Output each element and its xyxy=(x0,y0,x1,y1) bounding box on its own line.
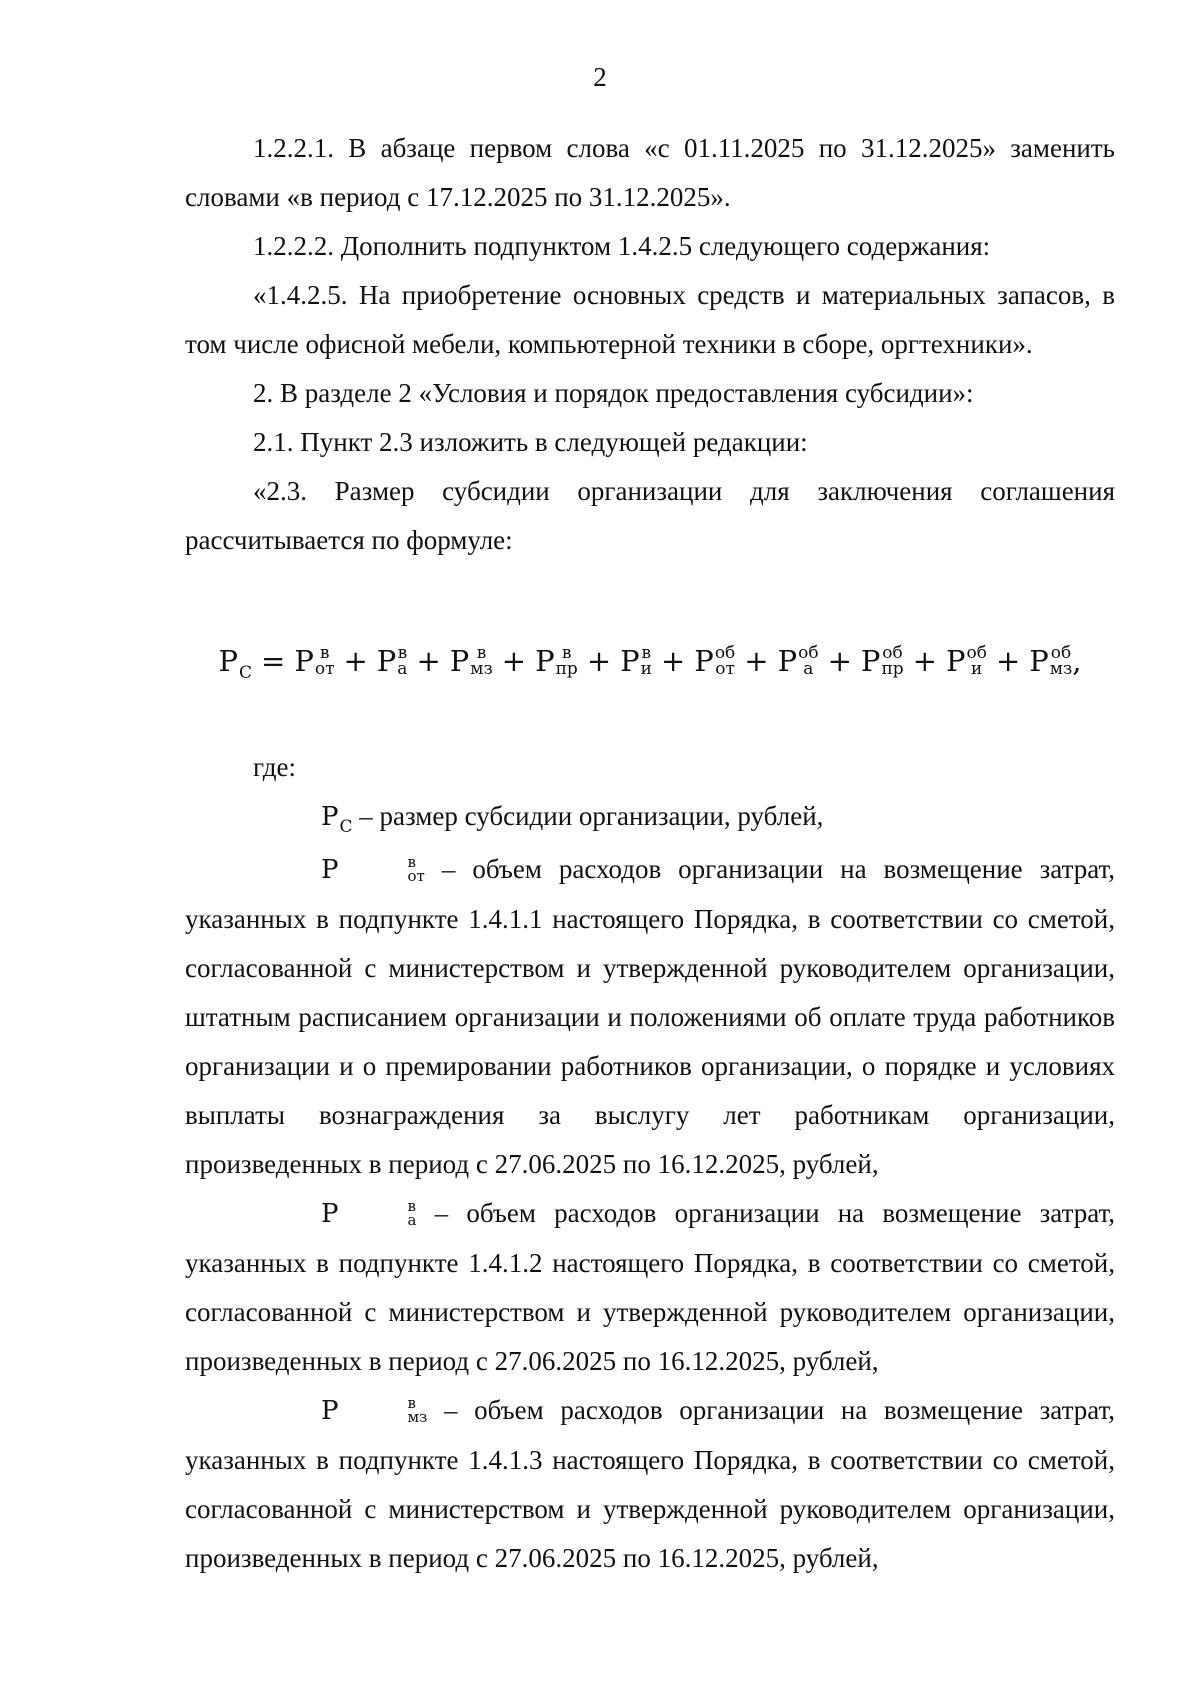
document-body xyxy=(185,124,1115,1583)
formula-plus: + xyxy=(660,644,686,678)
formula-variable: P в мз xyxy=(321,1394,428,1426)
paragraph-1-2-2-2: 1.2.2.2. Дополнить подпунктом 1.4.2.5 следующего содержания: xyxy=(253,231,991,261)
paragraph-2-1: 2.1. Пункт 2.3 изложить в следующей редакции: xyxy=(253,427,808,457)
variable-definition: P в а – объем расходов организации на возмещение затрат, указанных в подпункте 1.4.1.2 настоящего Порядка, в соответствии со сметой, согласованной с министерством и утвержденной руководителем организации, произведенных в период с 27.06.2025 по 16.12.2025, рублей, xyxy=(185,1189,1115,1386)
formula-equals: = xyxy=(261,644,286,678)
formula-plus: + xyxy=(586,644,612,678)
formula-lhs: $P_С$ xyxy=(218,644,252,683)
formula-plus: + xyxy=(744,644,769,678)
formula-variable: P в пр xyxy=(535,643,578,679)
where-label: где: xyxy=(253,752,296,782)
formula-plus: + xyxy=(995,644,1021,678)
formula-variable: P в от xyxy=(321,853,425,885)
formula-plus: + xyxy=(827,644,852,678)
formula-variable: P в от xyxy=(294,643,335,679)
formula-variable: P об и xyxy=(945,643,987,679)
variable-definition: P в мз – объем расходов организации на возмещение затрат, указанных в подпункте 1.4.1.3 настоящего Порядка, в соответствии со сметой, согласованной с министерством и утвержденной руководителем организации, произведенных в период с 27.06.2025 по 16.12.2025, рублей, xyxy=(185,1386,1115,1583)
page-number: 2 xyxy=(593,62,607,92)
formula-variable: P в мз xyxy=(449,643,493,679)
formula-plus: + xyxy=(501,644,527,678)
formula-variable: P об от xyxy=(694,643,736,679)
paragraph-1-4-2-5-quote: «1.4.2.5. На приобретение основных средств и материальных запасов, в том числе офисной мебели, компьютерной техники в сборе, оргтехники». xyxy=(185,280,1115,359)
paragraph-1-2-2-1: 1.2.2.1. В абзаце первом слова «с 01.11.2025 по 31.12.2025» заменить словами «в период с 17.12.2025 по 31.12.2025». xyxy=(185,133,1115,212)
formula-variable: P в а xyxy=(376,643,408,679)
formula-variable: P в и xyxy=(620,643,652,679)
formula-plus: + xyxy=(912,644,937,678)
paragraph-section-2: 2. В разделе 2 «Условия и порядок предоставления субсидии»: xyxy=(253,378,974,408)
formula-trailing: , xyxy=(1072,644,1082,678)
formula-plus: + xyxy=(416,644,441,678)
formula-variable: $P_С$ xyxy=(321,802,353,837)
formula-terms xyxy=(294,644,1072,678)
variable-definition: $P_С$ – размер субсидии организации, рублей, xyxy=(185,792,1115,845)
formula-plus: + xyxy=(343,644,368,678)
subsidy-formula xyxy=(185,637,1115,691)
formula-variable: P об мз xyxy=(1029,643,1073,679)
paragraph-2-3-quote: «2.3. Размер субсидии организации для заключения соглашения рассчитывается по формуле: xyxy=(185,476,1115,555)
definitions-list xyxy=(185,792,1115,1583)
formula-variable: P в а xyxy=(321,1197,417,1229)
formula-variable: P об а xyxy=(777,643,819,679)
variable-definition: P в от – объем расходов организации на возмещение затрат, указанных в подпункте 1.4.1.1 настоящего Порядка, в соответствии со сметой, согласованной с министерством и утвержденной руководителем организации, штатным расписанием организации и положениями об оплате труда работников организации и о премировании работников организации, о порядке и условиях выплаты вознаграждения за выслугу лет работникам организации, произведенных в период с 27.06.2025 по 16.12.2025, рублей, xyxy=(185,845,1115,1189)
formula-variable: P об пр xyxy=(860,643,904,679)
